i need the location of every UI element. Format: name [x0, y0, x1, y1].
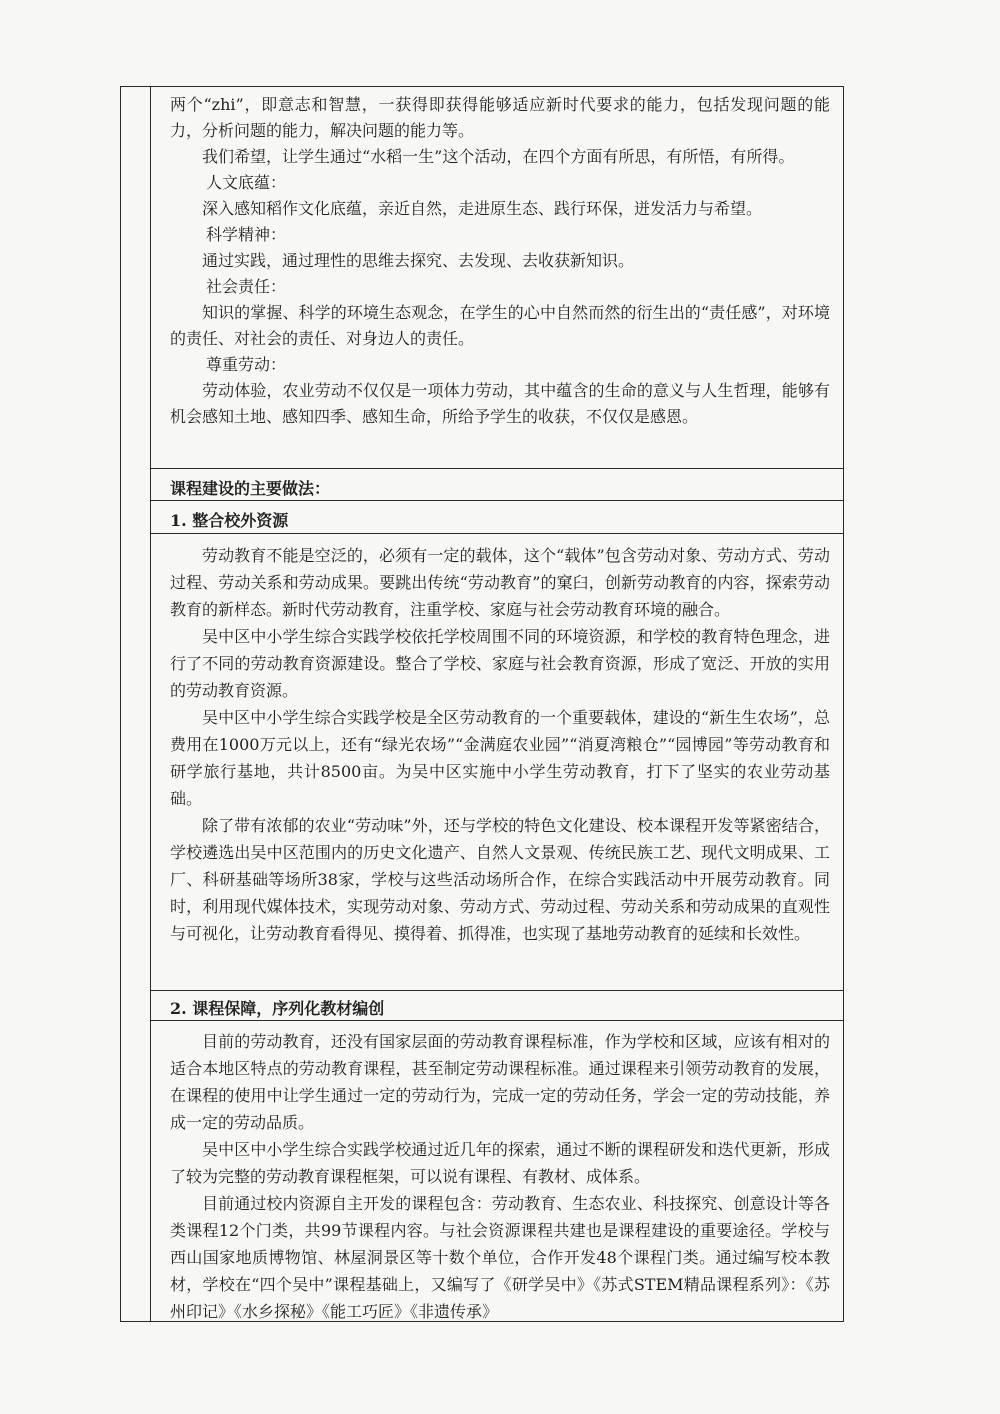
item-text-social: 知识的掌握、科学的环境生态观念，在学生的心中自然而然的衍生出的“责任感”，对环境的责任、对社会的责任、对身边人的责任。 [170, 303, 830, 348]
section1-heading: 1. 整合校外资源 [170, 511, 289, 530]
intro-section [170, 92, 830, 430]
item-label-social: 社会责任： [206, 277, 287, 296]
section2-paragraph: 吴中区中小学生综合实践学校通过近几年的探索，通过不断的课程研发和迭代更新，形成了较为完整的劳动教育课程框架，可以说有课程、有教材、成体系。 [170, 1140, 830, 1186]
section1-body [170, 542, 830, 947]
item-label-humanities: 人文底蕴： [206, 173, 287, 192]
item-text-labor: 劳动体验，农业劳动不仅仅是一项体力劳动，其中蕴含的生命的意义与人生哲理，能够有机会感知土地、感知四季、感知生命，所给予学生的收获，不仅仅是感恩。 [170, 381, 830, 426]
item-label-labor: 尊重劳动： [206, 355, 287, 374]
intro-paragraph: 两个“zhi”，即意志和智慧，一获得即获得能够适应新时代要求的能力，包括发现问题的能力，分析问题的能力，解决问题的能力等。 [170, 95, 830, 140]
item-label-science: 科学精神： [206, 225, 287, 244]
item-text-humanities: 深入感知稻作文化底蕴，亲近自然，走进原生态、践行环保，迸发活力与希望。 [202, 199, 763, 218]
table-row-divider-1 [150, 468, 844, 469]
table-row-divider-4 [150, 990, 844, 991]
hope-paragraph: 我们希望，让学生通过“水稻一生”这个活动，在四个方面有所思，有所悟，有所得。 [202, 147, 795, 166]
section2-heading: 2. 课程保障，序列化教材编创 [170, 999, 385, 1018]
section1-paragraph: 吴中区中小学生综合实践学校依托学校周围不同的环境资源，和学校的教育特色理念，进行了不同的劳动教育资源建设。整合了学校、家庭与社会教育资源，形成了宽泛、开放的实用的劳动教育资源。 [170, 627, 830, 700]
table-row-divider-5 [150, 1020, 844, 1021]
section2-body [170, 1028, 830, 1325]
section2-paragraph: 目前的劳动教育，还没有国家层面的劳动教育课程标准，作为学校和区域，应该有相对的适合本地区特点的劳动教育课程，甚至制定劳动课程标准。通过课程来引领劳动教育的发展，在课程的使用中让学生通过一定的劳动行为，完成一定的劳动任务，学会一定的劳动技能，养成一定的劳动品质。 [170, 1032, 830, 1132]
section1-paragraph: 吴中区中小学生综合实践学校是全区劳动教育的一个重要载体，建设的“新生生农场”，总费用在1000万元以上，还有“绿光农场”“金满庭农业园”“消夏湾粮仓”“园博园”等劳动教育和研学旅行基地，共计8500亩。为吴中区实施中小学生劳动教育，打下了坚实的农业劳动基础。 [170, 708, 830, 808]
section2-paragraph: 目前通过校内资源自主开发的课程包含：劳动教育、生态农业、科技探究、创意设计等各类课程12个门类，共99节课程内容。与社会资源课程共建也是课程建设的重要途径。学校与西山国家地质博物馆、林屋洞景区等十数个单位，合作开发48个课程门类。通过编写校本教材，学校在“四个吴中”课程基础上，又编写了《研学吴中》《苏式STEM精品课程系列》：《苏州印记》《水乡探秘》《能工巧匠》《非遗传承》 [170, 1194, 830, 1321]
section1-paragraph: 除了带有浓郁的农业“劳动味”外，还与学校的特色文化建设、校本课程开发等紧密结合，学校遴选出吴中区范围内的历史文化遗产、自然人文景观、传统民族工艺、现代文明成果、工厂、科研基础等场所38家，学校与这些活动场所合作，在综合实践活动中开展劳动教育。同时，利用现代媒体技术，实现劳动对象、劳动方式、劳动过程、劳动关系和劳动成果的直观性与可视化，让劳动教育看得见、摸得着、抓得准，也实现了基地劳动教育的延续和长效性。 [170, 816, 830, 943]
item-text-science: 通过实践，通过理性的思维去探究、去发现、去收获新知识。 [202, 251, 635, 270]
main-approach-heading: 课程建设的主要做法： [170, 479, 331, 498]
section1-paragraph: 劳动教育不能是空泛的，必须有一定的载体，这个“载体”包含劳动对象、劳动方式、劳动过程、劳动关系和劳动成果。要跳出传统“劳动教育”的窠臼，创新劳动教育的内容，探索劳动教育的新样态。新时代劳动教育，注重学校、家庭与社会劳动教育环境的融合。 [170, 546, 830, 619]
table-column-divider [150, 86, 151, 1322]
table-row-divider-2 [150, 500, 844, 501]
table-row-divider-3 [150, 533, 844, 534]
